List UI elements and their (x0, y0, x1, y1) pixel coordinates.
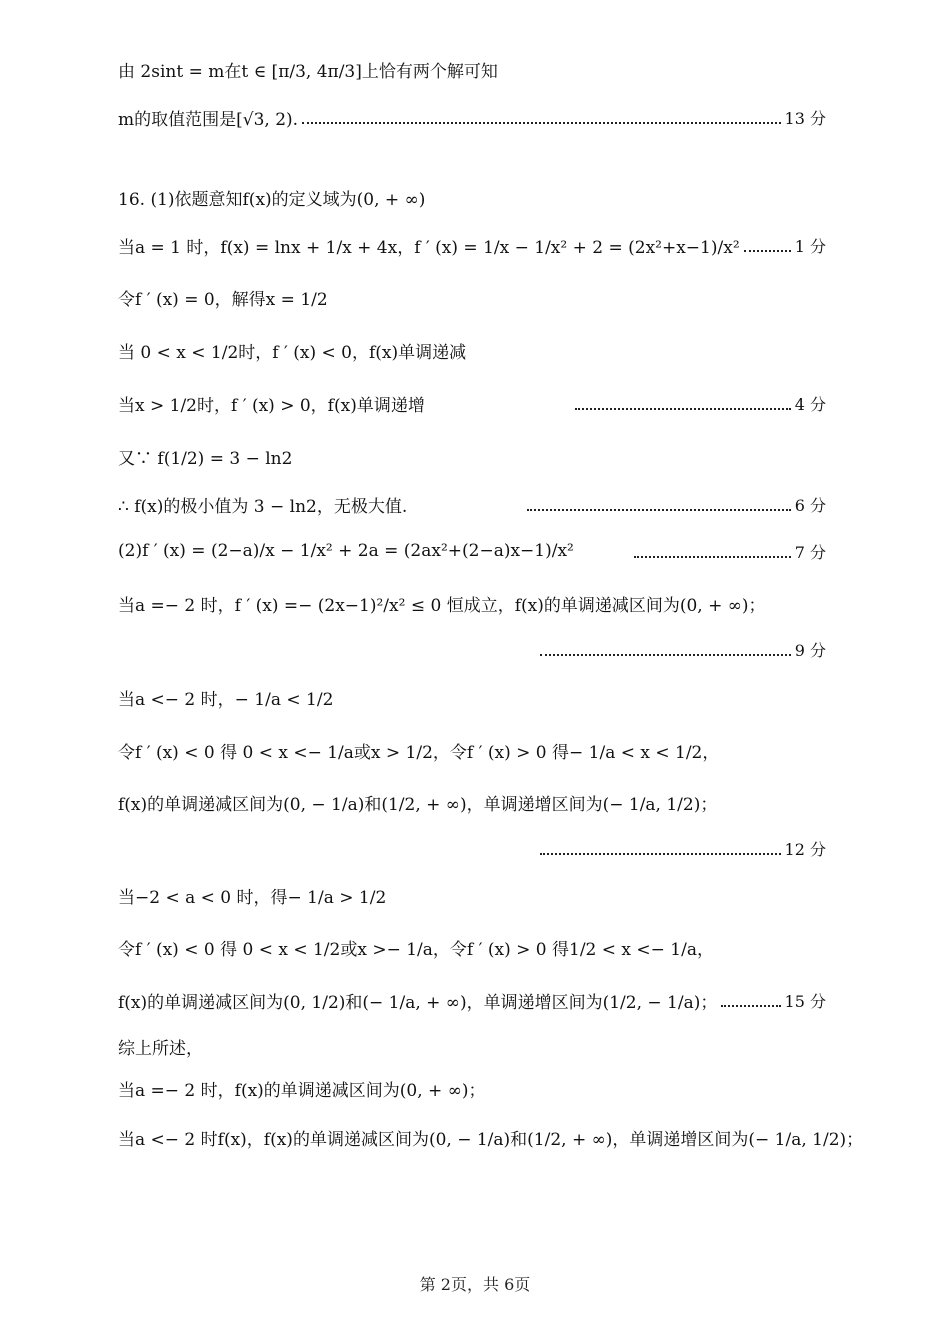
leader-dots (634, 556, 791, 558)
line-text: 令f ′ (x) = 0，解得x = 1/2 (118, 289, 328, 310)
line-text: 当−2 < a < 0 时，得− 1/a > 1/2 (118, 887, 387, 908)
leader-dots (302, 122, 780, 124)
line-7 (118, 386, 826, 420)
line-9 (118, 487, 826, 521)
line-4 (118, 228, 826, 262)
line-text: f(x)的单调递减区间为(0, − 1/a)和(1/2, + ∞)，单调递增区间为(− 1/a, 1/2)； (118, 794, 718, 815)
line-text: 又∵ f(1/2) = 3 − ln2 (118, 448, 293, 469)
line-5 (118, 280, 826, 314)
line-12 (540, 632, 826, 666)
leader-dots (540, 654, 791, 656)
line-text: 由 2sint = m在t ∈ [π/3, 4π/3]上恰有两个解可知 (118, 61, 498, 82)
line-text: 当 0 < x < 1/2时，f ′ (x) < 0，f(x)单调递减 (118, 342, 467, 363)
line-19 (118, 983, 826, 1017)
line-22 (118, 1120, 864, 1154)
leader-dots (575, 408, 791, 410)
line-17 (118, 878, 826, 912)
score-label: 1 分 (794, 236, 826, 256)
line-8 (118, 439, 826, 473)
line-20 (118, 1029, 826, 1063)
score-label: 7 分 (794, 542, 826, 562)
line-text: 当a <− 2 时f(x)，f(x)的单调递减区间为(0, − 1/a)和(1/2, + ∞)，单调递增区间为(− 1/a, 1/2)； (118, 1129, 864, 1150)
leader-dots (744, 250, 791, 252)
line-text: 令f ′ (x) < 0 得 0 < x < 1/2或x >− 1/a，令f ′ (x) > 0 得1/2 < x <− 1/a， (118, 939, 714, 960)
score-label: 6 分 (794, 495, 826, 515)
line-15 (118, 785, 826, 819)
leader-dots (721, 1005, 780, 1007)
line-text: 令f ′ (x) < 0 得 0 < x <− 1/a或x > 1/2，令f ′ (x) > 0 得− 1/a < x < 1/2， (118, 742, 720, 763)
score-label: 9 分 (794, 640, 826, 660)
line-21 (118, 1071, 826, 1105)
line-18 (118, 930, 826, 964)
line-14 (118, 733, 826, 767)
line-11 (118, 586, 826, 620)
line-3 (118, 180, 826, 214)
line-1 (118, 52, 826, 86)
line-13 (118, 680, 826, 714)
score-label: 13 分 (784, 108, 826, 128)
line-text: 16. (1)依题意知f(x)的定义域为(0, + ∞) (118, 189, 426, 210)
page-footer: 第 2页，共 6页 (419, 1275, 531, 1294)
line-2 (118, 100, 826, 134)
score-label: 4 分 (794, 394, 826, 414)
leader-dots (540, 853, 781, 855)
line-text: f(x)的单调递减区间为(0, 1/2)和(− 1/a, + ∞)，单调递增区间为(1/2, − 1/a)； (118, 992, 718, 1013)
line-16 (540, 831, 826, 865)
line-text: m的取值范围是[√3, 2). (118, 109, 299, 130)
line-6 (118, 333, 826, 367)
leader-dots (527, 509, 790, 511)
line-text: (2)f ′ (x) = (2−a)/x − 1/x² + 2a = (2ax²+(2−a)x−1)/x² (118, 541, 574, 561)
line-text: 综上所述， (118, 1038, 203, 1059)
line-text: 当a = 1 时，f(x) = lnx + 1/x + 4x，f ′ (x) = 1/x − 1/x² + 2 = (2x²+x−1)/x² (118, 237, 740, 258)
line-text: 当x > 1/2时，f ′ (x) > 0，f(x)单调递增 (118, 395, 425, 416)
score-label: 12 分 (784, 839, 826, 859)
line-10 (118, 534, 826, 568)
line-text: ∴ f(x)的极小值为 3 − ln2，无极大值. (118, 496, 408, 517)
line-text: 当a <− 2 时，− 1/a < 1/2 (118, 689, 334, 710)
line-text: 当a =− 2 时，f(x)的单调递减区间为(0, + ∞)； (118, 1080, 486, 1101)
score-label: 15 分 (784, 991, 826, 1011)
line-text: 当a =− 2 时，f ′ (x) =− (2x−1)²/x² ≤ 0 恒成立，f(x)的单调递减区间为(0, + ∞)； (118, 595, 766, 616)
